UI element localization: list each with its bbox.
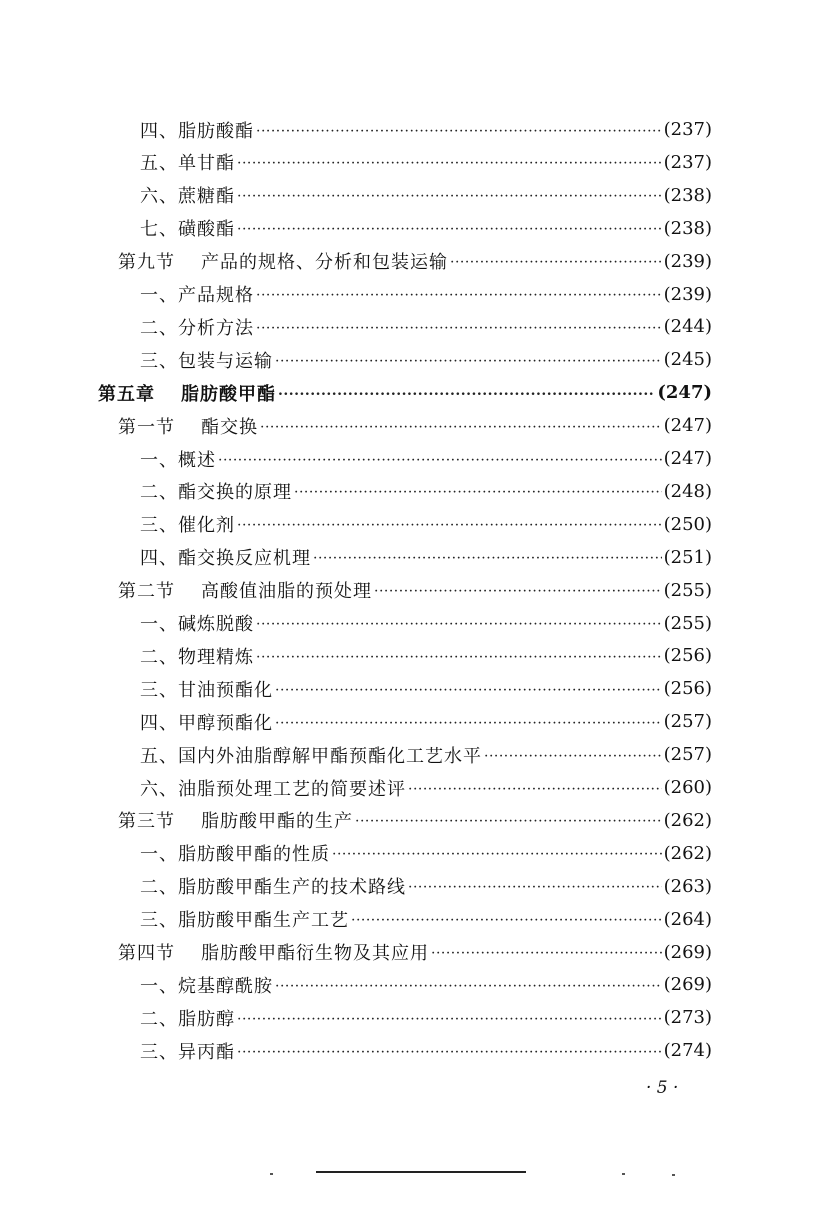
toc-entry-title bbox=[140, 347, 273, 373]
toc-entry-title bbox=[140, 742, 482, 768]
toc-entry-text: 国内外油脂醇解甲酯预酯化工艺水平 bbox=[178, 745, 482, 767]
toc-entry-page: (239) bbox=[663, 283, 712, 305]
dot-leader bbox=[275, 705, 662, 738]
scan-speck bbox=[672, 1174, 675, 1176]
dot-leader bbox=[237, 1034, 662, 1067]
toc-entry-number: 二、 bbox=[140, 482, 178, 504]
toc-entry-page: (255) bbox=[663, 612, 712, 634]
toc-entry-number: 三、 bbox=[140, 679, 178, 701]
toc-entry-title bbox=[140, 478, 292, 504]
toc-entry-item bbox=[140, 1034, 712, 1067]
toc-entry-title bbox=[118, 807, 353, 833]
toc-entry-item bbox=[140, 837, 712, 870]
toc-entry-item bbox=[140, 968, 712, 1001]
toc-entry-page: (257) bbox=[663, 711, 712, 733]
toc-entry-title bbox=[140, 775, 406, 801]
toc-entry-title bbox=[140, 314, 254, 340]
toc-entry-text: 单甘酯 bbox=[178, 153, 235, 175]
toc-entry-item bbox=[140, 475, 712, 508]
toc-entry-title bbox=[118, 577, 372, 603]
toc-entry-section bbox=[118, 245, 712, 278]
toc-entry-item bbox=[140, 1001, 712, 1034]
toc-entry-number: 二、 bbox=[140, 1008, 178, 1030]
toc-entry-text: 催化剂 bbox=[178, 515, 235, 537]
toc-entry-text: 蔗糖酯 bbox=[178, 186, 235, 208]
dot-leader bbox=[278, 376, 655, 409]
dot-leader bbox=[256, 639, 662, 672]
dot-leader bbox=[313, 541, 662, 574]
dot-leader bbox=[408, 870, 662, 903]
toc-entry-text: 包装与运输 bbox=[178, 350, 273, 372]
toc-entry-item bbox=[140, 672, 712, 705]
dot-leader bbox=[218, 442, 662, 475]
toc-entry-title bbox=[118, 413, 258, 439]
toc-entry-page: (238) bbox=[663, 217, 712, 239]
toc-entry-item bbox=[140, 179, 712, 212]
dot-leader bbox=[484, 738, 662, 771]
toc-entry-text: 异丙酯 bbox=[178, 1041, 235, 1063]
toc-entry-title bbox=[140, 446, 216, 472]
dot-leader bbox=[237, 212, 662, 245]
toc-entry-page: (238) bbox=[663, 184, 712, 206]
toc-entry-section bbox=[118, 574, 712, 607]
dot-leader bbox=[408, 771, 662, 804]
toc-entry-text: 概述 bbox=[178, 449, 216, 471]
toc-entry-title bbox=[140, 511, 235, 537]
toc-entry-number: 第一节 bbox=[118, 416, 175, 438]
toc-entry-number: 五、 bbox=[140, 153, 178, 175]
dot-leader bbox=[237, 146, 662, 179]
toc-entry-page: (263) bbox=[663, 875, 712, 897]
toc-entry-section bbox=[118, 804, 712, 837]
toc-entry-page: (257) bbox=[663, 744, 712, 766]
toc-entry-number: 六、 bbox=[140, 186, 178, 208]
toc-entry-text: 脂肪酸甲酯的生产 bbox=[201, 811, 353, 833]
toc-entry-item bbox=[140, 212, 712, 245]
dot-leader bbox=[256, 113, 662, 146]
toc-entry-number: 三、 bbox=[140, 1041, 178, 1063]
toc-entry-page: (250) bbox=[663, 513, 712, 535]
toc-entry-title bbox=[140, 906, 349, 932]
toc-entry-page: (245) bbox=[663, 349, 712, 371]
toc-entry-item bbox=[140, 442, 712, 475]
toc-entry-title bbox=[140, 643, 254, 669]
toc-entry-title bbox=[140, 182, 235, 208]
toc-entry-item bbox=[140, 278, 712, 311]
toc-entry-text: 分析方法 bbox=[178, 317, 254, 339]
toc-entry-title bbox=[140, 281, 254, 307]
dot-leader bbox=[260, 409, 662, 442]
toc-entry-page: (274) bbox=[663, 1040, 712, 1062]
page-number: · 5 · bbox=[646, 1078, 679, 1098]
toc-entry-text: 脂肪酸甲酯的性质 bbox=[178, 844, 330, 866]
toc-entry-page: (237) bbox=[663, 119, 712, 140]
dot-leader bbox=[256, 607, 662, 640]
toc-entry-number: 一、 bbox=[140, 844, 178, 866]
toc-entry-text: 磺酸酯 bbox=[178, 219, 235, 241]
toc-entry-number: 第五章 bbox=[98, 383, 155, 405]
toc-entry-text: 脂肪酸甲酯生产的技术路线 bbox=[178, 877, 406, 899]
toc-entry-item bbox=[140, 541, 712, 574]
toc-entry-page: (237) bbox=[663, 151, 712, 173]
toc-entry-page: (251) bbox=[663, 546, 712, 568]
toc-entry-text: 脂肪酸甲酯衍生物及其应用 bbox=[201, 943, 429, 964]
dot-leader bbox=[431, 936, 662, 969]
toc-entry-title bbox=[140, 610, 254, 636]
toc-entry-page: (239) bbox=[663, 250, 712, 272]
toc-entry-title bbox=[118, 248, 448, 274]
toc-entry-text: 产品规格 bbox=[178, 285, 254, 306]
toc-entry-item bbox=[140, 705, 712, 738]
toc-entry-section bbox=[118, 409, 712, 442]
toc-entry-page: (260) bbox=[663, 777, 712, 798]
toc-entry-page: (264) bbox=[663, 908, 712, 930]
toc-entry-page: (262) bbox=[663, 809, 712, 831]
toc-entry-item bbox=[140, 146, 712, 179]
toc-entry-title bbox=[140, 544, 311, 570]
toc-entry-number: 四、 bbox=[140, 548, 178, 570]
toc-entry-page: (262) bbox=[663, 842, 712, 864]
toc-entry-text: 甲醇预酯化 bbox=[178, 712, 273, 734]
toc-entry-number: 二、 bbox=[140, 317, 178, 339]
toc-entry-page: (255) bbox=[663, 579, 712, 601]
toc-entry-item bbox=[140, 771, 712, 804]
dot-leader bbox=[275, 672, 662, 705]
toc-entry-text: 物理精炼 bbox=[178, 646, 254, 668]
toc-entry-text: 脂肪酸甲酯生产工艺 bbox=[178, 910, 349, 932]
toc-entry-item bbox=[140, 870, 712, 903]
toc-entry-number: 第二节 bbox=[118, 581, 175, 603]
dot-leader bbox=[237, 508, 662, 541]
dot-leader bbox=[332, 837, 662, 870]
toc-entry-text: 甘油预酯化 bbox=[178, 679, 273, 701]
toc-entry-text: 脂肪醇 bbox=[178, 1008, 235, 1030]
toc-entry-page: (244) bbox=[663, 316, 712, 338]
toc-entry-number: 三、 bbox=[140, 515, 178, 537]
toc-entry-text: 油脂预处理工艺的简要述评 bbox=[178, 778, 406, 800]
dot-leader bbox=[256, 310, 662, 343]
toc-entry-title bbox=[118, 939, 429, 965]
toc-entry-page: (247) bbox=[663, 448, 712, 469]
toc-entry-chapter bbox=[98, 376, 712, 409]
toc-entry-item bbox=[140, 607, 712, 640]
dot-leader bbox=[351, 903, 662, 936]
toc-entry-page: (247) bbox=[657, 382, 712, 404]
toc-entry-page: (248) bbox=[663, 480, 712, 502]
toc-entry-text: 产品的规格、分析和包装运输 bbox=[201, 252, 448, 274]
toc-entry-number: 一、 bbox=[140, 614, 178, 635]
toc-entry-title bbox=[140, 840, 330, 866]
dot-leader bbox=[355, 804, 662, 837]
toc-entry-number: 二、 bbox=[140, 646, 178, 668]
toc-entry-page: (269) bbox=[663, 974, 712, 996]
toc-entry-item bbox=[140, 639, 712, 672]
scan-speck bbox=[622, 1173, 625, 1175]
toc-entry-title bbox=[140, 873, 406, 899]
toc-entry-number: 三、 bbox=[140, 910, 178, 932]
toc-entry-item bbox=[140, 310, 712, 343]
toc-entry-number: 五、 bbox=[140, 745, 178, 767]
toc-entry-text: 碱炼脱酸 bbox=[178, 614, 254, 635]
dot-leader bbox=[256, 278, 662, 311]
dot-leader bbox=[450, 245, 662, 278]
dot-leader bbox=[237, 179, 662, 212]
toc-entry-page: (256) bbox=[663, 678, 712, 700]
toc-entry-title bbox=[140, 149, 235, 175]
toc-entry-number: 第三节 bbox=[118, 811, 175, 833]
toc-entry-text: 脂肪酸酯 bbox=[178, 120, 254, 142]
toc-entry-section bbox=[118, 936, 712, 969]
toc-entry-number: 四、 bbox=[140, 120, 178, 142]
toc-entry-title bbox=[140, 972, 273, 998]
toc-entry-text: 烷基醇酰胺 bbox=[178, 975, 273, 997]
toc-entry-number: 一、 bbox=[140, 449, 178, 471]
toc-entry-number: 七、 bbox=[140, 219, 178, 241]
toc-entry-item bbox=[140, 113, 712, 146]
toc-entry-number: 三、 bbox=[140, 350, 178, 372]
toc-entry-title bbox=[140, 1038, 235, 1064]
bottom-rule bbox=[316, 1171, 526, 1173]
toc-entry-item bbox=[140, 903, 712, 936]
dot-leader bbox=[275, 343, 662, 376]
toc-entry-number: 二、 bbox=[140, 877, 178, 899]
toc-entry-number: 四、 bbox=[140, 712, 178, 734]
toc-entry-title bbox=[140, 117, 254, 143]
toc-entry-number: 一、 bbox=[140, 975, 178, 997]
toc-entry-number: 一、 bbox=[140, 285, 178, 306]
toc-entry-text: 高酸值油脂的预处理 bbox=[201, 581, 372, 603]
toc-entry-number: 六、 bbox=[140, 778, 178, 800]
toc-entry-title bbox=[140, 709, 273, 735]
toc-entry-page: (269) bbox=[663, 941, 712, 963]
toc-entry-page: (256) bbox=[663, 645, 712, 667]
toc-entry-text: 酯交换反应机理 bbox=[178, 548, 311, 570]
toc-entry-item bbox=[140, 738, 712, 771]
toc-entry-page: (247) bbox=[663, 415, 712, 437]
dot-leader bbox=[275, 968, 662, 1001]
scan-speck bbox=[270, 1173, 273, 1175]
toc-entry-title bbox=[140, 676, 273, 702]
toc-entry-item bbox=[140, 508, 712, 541]
toc-entry-text: 酯交换 bbox=[201, 416, 258, 438]
toc-entry-title bbox=[140, 1005, 235, 1031]
dot-leader bbox=[237, 1001, 662, 1034]
dot-leader bbox=[294, 475, 662, 508]
toc-entry-title bbox=[98, 380, 276, 406]
dot-leader bbox=[374, 574, 662, 607]
toc-entry-text: 酯交换的原理 bbox=[178, 482, 292, 504]
toc-entry-item bbox=[140, 343, 712, 376]
toc-entry-number: 第四节 bbox=[118, 943, 175, 964]
toc-entry-title bbox=[140, 215, 235, 241]
toc-entry-page: (273) bbox=[663, 1007, 712, 1029]
toc-entry-text: 脂肪酸甲酯 bbox=[181, 383, 276, 405]
toc-entry-number: 第九节 bbox=[118, 252, 175, 274]
